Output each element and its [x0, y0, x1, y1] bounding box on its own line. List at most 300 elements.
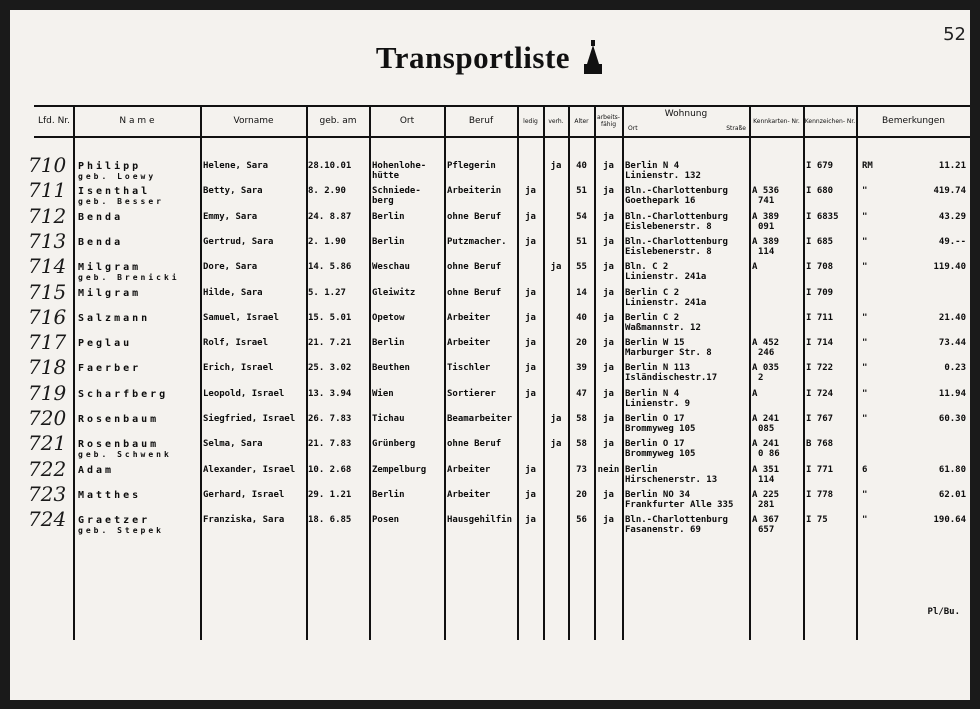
cell-verh [545, 287, 567, 300]
cell-verh [545, 362, 567, 375]
cell-w1: Bln.-Charlottenburg [625, 515, 728, 526]
cell-ledig: ja [525, 338, 536, 349]
cell-w2: Waßmannstr. 12 [625, 322, 701, 333]
cell-name2 [78, 474, 198, 487]
cell-bem-b: 11.21 [938, 161, 966, 171]
cell-kk1: A 241 [752, 414, 780, 424]
cell-verh [545, 489, 567, 502]
cell-name1: Benda [78, 211, 124, 223]
cell-alter: 47 [576, 388, 587, 399]
cell-name2 [78, 499, 198, 512]
handwritten-row-number: 715 [28, 279, 67, 304]
cell-alter: 54 [576, 211, 587, 222]
cell-vorname: Gertrud, Sara [203, 236, 274, 247]
cell-name1: Rosenbaum [78, 414, 160, 425]
cell-arbeit: ja [603, 515, 614, 526]
cell-geb: 2. 1.90 [308, 236, 346, 247]
cell-name1: Salzmann [78, 312, 151, 324]
cell-kk2: 246 [758, 348, 775, 359]
cell-name1: Peglau [78, 338, 133, 350]
cell-vorname: Alexander, Israel [203, 464, 296, 475]
cell-ledig: ja [525, 363, 536, 374]
cell-ort2: berg [372, 196, 394, 207]
cell-ort2 [372, 448, 442, 461]
cell-ort1: Opetow [372, 312, 405, 323]
cell-ort1: Zempelburg [372, 464, 427, 475]
cell-verh [545, 185, 567, 198]
cell-ledig: ja [525, 211, 536, 222]
cell-ort1: Weschau [372, 262, 410, 273]
cell-beruf: ohne Beruf [447, 262, 502, 273]
handwritten-row-number: 716 [28, 304, 67, 329]
cell-kk1: A 035 [752, 363, 780, 374]
cell-name2: geb. Stepek [78, 526, 164, 536]
cell-w2: Brommyweg 105 [625, 449, 696, 460]
cell-w1: Berlin N 4 [625, 161, 680, 171]
cell-name2: geb. Besser [78, 197, 164, 207]
cell-w2: Marburger Str. 8 [625, 348, 712, 359]
column-divider [200, 105, 202, 640]
cell-geb: 21. 7.21 [308, 338, 352, 349]
cell-ledig [519, 438, 542, 451]
cell-arbeit: ja [603, 186, 614, 197]
cell-bem-a: " [862, 388, 868, 399]
cell-alter: 58 [576, 439, 587, 450]
cell-arbeit: ja [603, 236, 614, 247]
cell-w1: Bln.-Charlottenburg [625, 186, 728, 197]
cell-geb: 28.10.01 [308, 161, 352, 171]
cell-name2: geb. Brenicki [78, 273, 180, 283]
emblem-icon [582, 40, 604, 76]
cell-kz: I 709 [806, 287, 834, 298]
cell-beruf: Beamarbeiter [447, 414, 513, 424]
cell-w2: Isländischestr.17 [625, 373, 718, 384]
handwritten-row-number: 719 [28, 380, 67, 405]
cell-bem-b: 60.30 [938, 414, 966, 424]
cell-arbeit: ja [603, 439, 614, 450]
cell-kk1: A 389 [752, 211, 780, 222]
cell-geb: 24. 8.87 [308, 211, 352, 222]
cell-name1: Graetzer [78, 515, 151, 527]
cell-alter: 39 [576, 363, 587, 374]
handwritten-row-number: 711 [28, 178, 67, 203]
header-ledig: ledig [523, 117, 538, 125]
cell-name2 [78, 322, 198, 335]
handwritten-row-number: 718 [28, 355, 67, 380]
cell-kz: I 711 [806, 312, 834, 323]
cell-bem-a: " [862, 338, 868, 349]
handwritten-row-number: 710 [28, 153, 67, 177]
cell-name1: Matthes [78, 489, 142, 501]
cell-ledig: ja [525, 515, 536, 526]
cell-beruf: Arbeiter [447, 312, 491, 323]
cell-vorname: Gerhard, Israel [203, 489, 285, 500]
cell-verh [545, 464, 567, 477]
cell-kk2 [758, 271, 802, 284]
cell-ort1: Beuthen [372, 363, 410, 374]
cell-name2 [78, 372, 198, 385]
handwritten-row-number: 722 [28, 456, 67, 481]
cell-verh: ja [550, 161, 562, 171]
cell-w2: Linienstr. 241a [625, 272, 707, 283]
cell-w1: Berlin [625, 464, 658, 475]
cell-kz: I 679 [806, 161, 834, 171]
cell-vorname: Dore, Sara [203, 262, 258, 273]
cell-w1: Berlin N 4 [625, 388, 680, 399]
cell-name2: geb. Loewy [78, 172, 157, 181]
cell-bem-a: " [862, 236, 868, 247]
cell-kz: I 722 [806, 363, 834, 374]
cell-ort2 [372, 372, 442, 385]
cell-kk1: A 225 [752, 489, 780, 500]
cell-geb: 21. 7.83 [308, 439, 352, 450]
footer-initials: Pl/Bu. [927, 607, 960, 617]
cell-kz: I 685 [806, 236, 834, 247]
cell-name1: Benda [78, 236, 124, 248]
cell-bem-b: 43.29 [938, 211, 966, 222]
cell-name2 [78, 347, 198, 360]
cell-kz: I 724 [806, 388, 834, 399]
handwritten-row-number: 712 [28, 203, 67, 228]
cell-beruf: Arbeiterin [447, 186, 502, 197]
handwritten-row-number: 721 [28, 431, 67, 456]
cell-vorname: Leopold, Israel [203, 388, 285, 399]
cell-kz: I 680 [806, 186, 834, 197]
cell-ort2 [372, 474, 442, 487]
cell-vorname: Erich, Israel [203, 363, 274, 374]
header-kennzeichen: Kennzeichen- Nr. [804, 117, 856, 125]
cell-name1: Philipp [78, 161, 142, 172]
cell-bem-b: 419.74 [933, 186, 966, 197]
cell-ort2 [372, 524, 442, 537]
header-lfd: Lfd. Nr. [37, 116, 71, 126]
cell-kz: I 6835 [806, 211, 839, 222]
cell-beruf: Arbeiter [447, 489, 491, 500]
cell-verh: ja [550, 262, 562, 273]
cell-bem-a: 6 [862, 464, 868, 475]
cell-w1: Bln.-Charlottenburg [625, 236, 728, 247]
cell-w2: Fasanenstr. 69 [625, 525, 701, 536]
document-title: Transportliste [375, 40, 571, 75]
cell-beruf: Hausgehilfin [447, 515, 513, 526]
cell-geb: 15. 5.01 [308, 312, 352, 323]
cell-ledig: ja [525, 489, 536, 500]
cell-verh [545, 211, 567, 224]
cell-bem-b: 73.44 [938, 338, 966, 349]
cell-alter: 51 [576, 186, 587, 197]
cell-bem-a: " [862, 489, 868, 500]
cell-ort2 [372, 423, 442, 436]
cell-kk2: 2 [758, 373, 764, 384]
cell-w1: Berlin O 17 [625, 414, 685, 424]
cell-arbeit: ja [603, 262, 614, 273]
handwritten-row-number: 723 [28, 481, 67, 506]
cell-vorname: Betty, Sara [203, 186, 263, 197]
cell-bem-a: " [862, 414, 868, 424]
cell-arbeit: ja [603, 363, 614, 374]
cell-kk2: 091 [758, 221, 775, 232]
cell-bem-a: " [862, 211, 868, 222]
handwritten-row-number: 713 [28, 228, 67, 253]
handwritten-row-number: 717 [28, 330, 67, 355]
cell-alter: 58 [576, 414, 587, 424]
header-wohnung: Wohnung [664, 109, 708, 119]
cell-ledig: ja [525, 287, 536, 298]
cell-alter: 40 [576, 312, 587, 323]
cell-kz: I 714 [806, 338, 834, 349]
cell-geb: 29. 1.21 [308, 489, 352, 500]
header-beruf: Beruf [468, 116, 494, 126]
cell-kz: B 768 [806, 439, 834, 450]
cell-vorname: Emmy, Sara [203, 211, 258, 222]
cell-ledig [519, 261, 542, 274]
cell-ledig: ja [525, 186, 536, 197]
cell-beruf: ohne Beruf [447, 211, 502, 222]
cell-bem-b: 62.01 [938, 489, 966, 500]
cell-ort1: Gleiwitz [372, 287, 416, 298]
cell-bem-b: 61.80 [938, 464, 966, 475]
cell-ort1: Wien [372, 388, 394, 399]
cell-w1: Berlin C 2 [625, 312, 680, 323]
cell-w1: Berlin C 2 [625, 287, 680, 298]
header-name: N a m e [119, 116, 155, 126]
cell-geb: 18. 6.85 [308, 515, 352, 526]
cell-kk2 [758, 398, 802, 411]
cell-ort2 [372, 221, 442, 234]
cell-arbeit: ja [603, 338, 614, 349]
cell-ort2: hütte [372, 171, 400, 181]
cell-kk1: A 351 [752, 464, 780, 475]
cell-kk2: 114 [758, 474, 775, 485]
header-bemerkungen: Bemerkungen [881, 116, 945, 126]
cell-w1: Bln. C 2 [625, 262, 669, 273]
cell-verh [545, 236, 567, 249]
handwritten-row-number: 720 [28, 406, 67, 430]
cell-geb: 14. 5.86 [308, 262, 352, 273]
cell-bem-b: 190.64 [933, 515, 966, 526]
cell-ort1: Posen [372, 515, 400, 526]
cell-ort1: Berlin [372, 489, 405, 500]
cell-kk2: 0 86 [758, 449, 780, 460]
cell-geb: 26. 7.83 [308, 414, 352, 424]
cell-ort2 [372, 499, 442, 512]
cell-verh: ja [550, 439, 562, 450]
header-ort: Ort [399, 116, 415, 126]
cell-alter: 55 [576, 262, 587, 273]
cell-ort2 [372, 347, 442, 360]
cell-kk2: 114 [758, 246, 775, 257]
cell-bem-b: 11.94 [938, 388, 966, 399]
cell-w2: Frankfurter Alle 335 [625, 499, 734, 510]
cell-name1: Milgram [78, 287, 142, 299]
cell-vorname: Selma, Sara [203, 439, 263, 450]
cell-ledig [519, 160, 542, 173]
cell-w1: Bln.-Charlottenburg [625, 211, 728, 222]
cell-w1: Berlin N 113 [625, 363, 691, 374]
cell-beruf: Pflegerin [447, 161, 496, 171]
cell-ort2 [372, 246, 442, 259]
cell-beruf: ohne Beruf [447, 439, 502, 450]
cell-kk2 [758, 322, 802, 335]
cell-arbeit: nein [597, 464, 620, 475]
cell-verh [545, 312, 567, 325]
column-divider [369, 105, 371, 640]
cell-kk2: 657 [758, 525, 775, 536]
cell-name1: Isenthal [78, 186, 151, 198]
column-divider [856, 105, 858, 640]
cell-bem-b [890, 287, 966, 300]
cell-bem-a [862, 287, 882, 300]
cell-vorname: Helene, Sara [203, 161, 269, 171]
cell-alter: 14 [576, 287, 587, 298]
cell-w2: Eislebenerstr. 8 [625, 246, 712, 257]
column-divider [444, 105, 446, 640]
cell-alter: 56 [576, 515, 587, 526]
cell-w1: Berlin O 17 [625, 439, 685, 450]
handwritten-row-number: 714 [28, 254, 67, 279]
page-number: 52 [943, 24, 966, 45]
cell-kz: I 75 [806, 515, 828, 526]
column-divider [803, 105, 805, 640]
table-top-rule [34, 105, 970, 107]
column-divider [622, 105, 624, 640]
header-vorname: Vorname [233, 116, 274, 126]
cell-w2: Eislebenerstr. 8 [625, 221, 712, 232]
cell-ort2 [372, 322, 442, 335]
cell-geb: 10. 2.68 [308, 464, 352, 475]
cell-geb: 8. 2.90 [308, 186, 346, 197]
cell-kk1: A 241 [752, 439, 780, 450]
cell-ort1: Hohenlohe- [372, 161, 427, 171]
cell-ort1: Berlin [372, 236, 405, 247]
cell-arbeit: ja [603, 414, 614, 424]
cell-name2: geb. Schwenk [78, 450, 172, 460]
cell-arbeit: ja [603, 211, 614, 222]
cell-geb: 25. 3.02 [308, 363, 352, 374]
cell-bem-a: " [862, 186, 868, 197]
cell-arbeit: ja [603, 287, 614, 298]
cell-ledig: ja [525, 312, 536, 323]
cell-arbeit: ja [603, 161, 614, 171]
header-arbeit: arbeits- fähig [597, 114, 620, 128]
cell-geb: 5. 1.27 [308, 287, 346, 298]
cell-name1: Rosenbaum [78, 439, 160, 451]
cell-w1: Berlin NO 34 [625, 489, 691, 500]
column-divider [749, 105, 751, 640]
cell-bem-b: 49.-- [938, 236, 966, 247]
cell-kk1: A 367 [752, 515, 780, 526]
cell-verh [545, 514, 567, 527]
cell-name2 [78, 297, 198, 310]
cell-name2 [78, 221, 198, 234]
cell-bem-a: " [862, 262, 868, 273]
cell-w1: Berlin W 15 [625, 338, 685, 349]
cell-w2: Linienstr. 241a [625, 297, 707, 308]
cell-kz: I 708 [806, 262, 834, 273]
cell-beruf: Arbeiter [447, 464, 491, 475]
cell-ledig: ja [525, 236, 536, 247]
cell-vorname: Rolf, Israel [203, 338, 269, 349]
cell-alter: 20 [576, 338, 587, 349]
cell-beruf: ohne Beruf [447, 287, 502, 298]
cell-kz: I 778 [806, 489, 834, 500]
cell-ledig [519, 413, 542, 426]
cell-ort2 [372, 297, 442, 310]
cell-name2 [78, 398, 198, 411]
cell-w2: Brommyweg 105 [625, 424, 696, 434]
cell-name1: Faerber [78, 363, 142, 375]
cell-kk2 [758, 297, 802, 310]
cell-name2 [78, 423, 198, 436]
cell-arbeit: ja [603, 312, 614, 323]
header-verh: verh. [548, 117, 564, 125]
cell-bem-b: 21.40 [938, 312, 966, 323]
cell-bem-a: " [862, 515, 868, 526]
cell-name1: Scharfberg [78, 388, 169, 400]
header-alter: Alter [574, 117, 589, 125]
cell-verh: ja [550, 414, 562, 424]
cell-ort1: Tichau [372, 414, 405, 424]
cell-name1: Milgram [78, 262, 142, 274]
cell-kz: I 767 [806, 414, 834, 424]
cell-kk1: A 536 [752, 186, 780, 197]
cell-ort1: Grünberg [372, 439, 416, 450]
cell-beruf: Tischler [447, 363, 491, 374]
cell-kk1: A 452 [752, 338, 780, 349]
header-wohnung-ort: Ort [628, 124, 638, 132]
header-geb: geb. am [319, 116, 357, 126]
cell-bem-a: " [862, 363, 868, 374]
cell-name1: Adam [78, 464, 115, 476]
cell-geb: 13. 3.94 [308, 388, 352, 399]
cell-kk2: 085 [758, 424, 775, 434]
cell-ledig: ja [525, 464, 536, 475]
cell-beruf: Sortierer [447, 388, 496, 399]
cell-bem-b: 0.23 [944, 363, 966, 374]
handwritten-row-number: 724 [28, 507, 67, 532]
cell-ort1: Schniede- [372, 186, 421, 197]
cell-alter: 73 [576, 464, 587, 475]
cell-w2: Linienstr. 9 [625, 398, 691, 409]
cell-ort1: Berlin [372, 211, 405, 222]
cell-kk2 [758, 170, 802, 183]
cell-bem-a: " [862, 312, 868, 323]
cell-beruf: Putzmacher. [447, 236, 507, 247]
table-header-rule [34, 136, 970, 138]
cell-bem-a: RM [862, 161, 873, 171]
cell-name2 [78, 246, 198, 259]
cell-kk1: A [752, 388, 758, 399]
cell-kk1: A [752, 262, 758, 273]
cell-bem-b [890, 438, 966, 451]
cell-vorname: Hilde, Sara [203, 287, 263, 298]
cell-kk2: 281 [758, 499, 775, 510]
cell-w2: Linienstr. 132 [625, 171, 701, 181]
header-kennkarten: Kennkarten- Nr. [753, 117, 800, 125]
title-area [10, 38, 970, 78]
cell-bem-a [862, 438, 882, 451]
cell-ort2 [372, 398, 442, 411]
cell-arbeit: ja [603, 489, 614, 500]
cell-alter: 20 [576, 489, 587, 500]
cell-w2: Hirschenerstr. 13 [625, 474, 718, 485]
header-wohnung-strasse: Straße [726, 124, 746, 132]
cell-vorname: Siegfried, Israel [203, 414, 296, 424]
cell-kk1: A 389 [752, 236, 780, 247]
cell-vorname: Samuel, Israel [203, 312, 279, 323]
document-page [10, 10, 970, 700]
cell-kz: I 771 [806, 464, 834, 475]
